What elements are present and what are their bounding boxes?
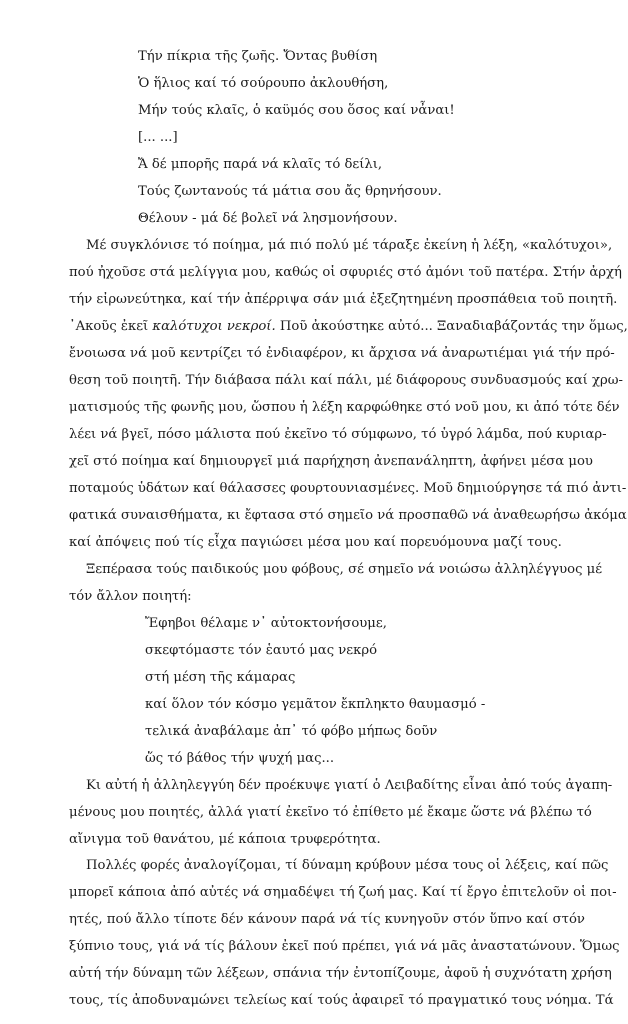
poem-line: ὥς τό βάθος τήν ψυχή μας... [145,751,335,766]
poem-line: σκεφτόμαστε τόν ἑαυτό μας νεκρό [145,643,378,658]
poem-line: καί ὅλον τόν κόσμο γεμᾶτον ἔκπληκτο θαυμασμό - [145,697,486,712]
poem-line: Ὁ ἥλιος καί τό σούρουπο ἀκλουθήση, [138,76,389,91]
poem-line: Μήν τούς κλαῖς, ὁ καϋμός σου ὅσος καί νἆναι! [138,103,455,118]
text-line: λέει νά βγεῖ, πόσο μάλιστα πού ἐκεῖνο τό σύμφωνο, τό ὑγρό λάμδα, πού κυριαρ- [69,427,607,442]
text-line: πού ἠχοῦσε στά μελίγγια μου, καθώς οἱ σφυριές στό ἀμόνι τοῦ πατέρα. Στήν ἀρχή [69,265,622,280]
text-line: Κι αὐτή ἡ ἀλληλεγγύη δέν προέκυψε γιατί ὁ Λειβαδίτης εἶναι ἀπό τούς ἀγαπη- [86,778,613,793]
emphasized-phrase: καλότυχοι νεκροί. [152,319,276,334]
poem-line: τελικά ἀναβάλαμε ἀπ᾿ τό φόβο μήπως δοῦν [145,724,438,739]
poem-line: Ἔφηβοι θέλαμε ν᾿ αὐτοκτονήσουμε, [145,616,387,631]
text-line: τήν εἰρωνεύτηκα, καί τήν ἀπέρριψα σάν μιά ἐξεζητημένη προσπάθεια τοῦ ποιητῆ. [69,292,618,307]
text-run: ᾿Ακοῦς ἐκεῖ [69,319,149,334]
text-line: ποταμούς ὑδάτων καί θάλασσες φουρτουνιασμένες. Μοῦ δημιούργησε τά πιό ἀντι- [69,481,627,496]
text-line: φατικά συναισθήματα, κι ἔφτασα στό σημεῖο νά προσπαθῶ νά ἀναθεωρήσω ἀκόμα [69,508,627,523]
text-line [69,319,628,334]
poem-line: Θέλουν - μά δέ βολεῖ νά λησμονήσουν. [138,211,398,226]
poem-line: Τούς ζωντανούς τά μάτια σου ἄς θρηνήσουν. [138,184,442,199]
text-line: μένους μου ποιητές, ἀλλά γιατί ἐκεῖνο τό ἐπίθετο μέ ἔκαμε ὥστε νά βλέπω τό [69,805,592,820]
text-line: τόν ἄλλον ποιητή: [69,589,192,604]
text-line: ἔνοιωσα νά μοῦ κεντρίζει τό ἐνδιαφέρον, κι ἄρχισα νά ἀναρωτιέμαι γιά τήν πρό- [69,346,615,361]
text-line: τους, τίς ἀποδυναμώνει τελείως καί τούς ἀφαιρεῖ τό πραγματικό τους νόημα. Τά [69,993,614,1008]
text-line: χεῖ στό ποίημα καί δημιουργεῖ μιά παρήχηση ἀνεπανάληπτη, ἀφήνει μέσα μου [69,454,593,469]
poem-line: Τήν πίκρια τῆς ζωῆς. Ὄντας βυθίση [138,49,378,64]
text-line: Πολλές φορές ἀναλογίζομαι, τί δύναμη κρύβουν μέσα τους οἱ λέξεις, καί πῶς [86,858,609,873]
text-line: αἴνιγμα τοῦ θανάτου, μέ κάποια τρυφερότητα. [69,832,381,847]
text-line: ξύπνιο τους, γιά νά τίς βάλουν ἐκεῖ πού πρέπει, γιά νά μᾶς ἀναστατώνουν. Ὅμως [69,939,620,954]
text-run: Ποῦ ἀκούστηκε αὐτό... Ξαναδιαβάζοντάς την ὅμως, [275,319,628,334]
text-line: καί ἀπόψεις πού τίς εἶχα παγιώσει μέσα μου καί πορευόμουνα μαζί τους. [69,535,562,550]
text-line: Μέ συγκλόνισε τό ποίημα, μά πιό πολύ μέ τάραξε ἐκείνη ἡ λέξη, «καλότυχοι», [86,238,613,253]
poem-line: στή μέση τῆς κάμαρας [145,670,296,685]
text-line: μπορεῖ κάποια ἀπό αὐτές νά σημαδέψει τή ζωή μας. Καί τί ἔργο ἐπιτελοῦν οἱ ποι- [69,885,617,900]
poem-line: Ἄ δέ μπορῆς παρά νά κλαῖς τό δείλι, [138,157,383,172]
text-line: θεση τοῦ ποιητῆ. Τήν διάβασα πάλι καί πάλι, μέ διάφορους συνδυασμούς καί χρω- [69,373,623,388]
text-line: αὐτή τήν δύναμη τῶν λέξεων, σπάνια τήν ἐντοπίζουμε, ἀφοῦ ἡ συχνότατη χρήση [69,966,612,981]
text-line: Ξεπέρασα τούς παιδικούς μου φόβους, σέ σημεῖο νά νοιώσω ἀλληλέγγυος μέ [86,562,603,577]
text-line: ητές, πού ἄλλο τίποτε δέν κάνουν παρά νά τίς κυνηγοῦν στόν ὕπνο καί στόν [69,912,585,927]
text-line: ματισμούς τῆς φωνῆς μου, ὥσπου ἡ λέξη καρφώθηκε στό νοῦ μου, κι ἀπό τότε δέν [69,400,620,415]
poem-line: [... ...] [138,130,178,145]
